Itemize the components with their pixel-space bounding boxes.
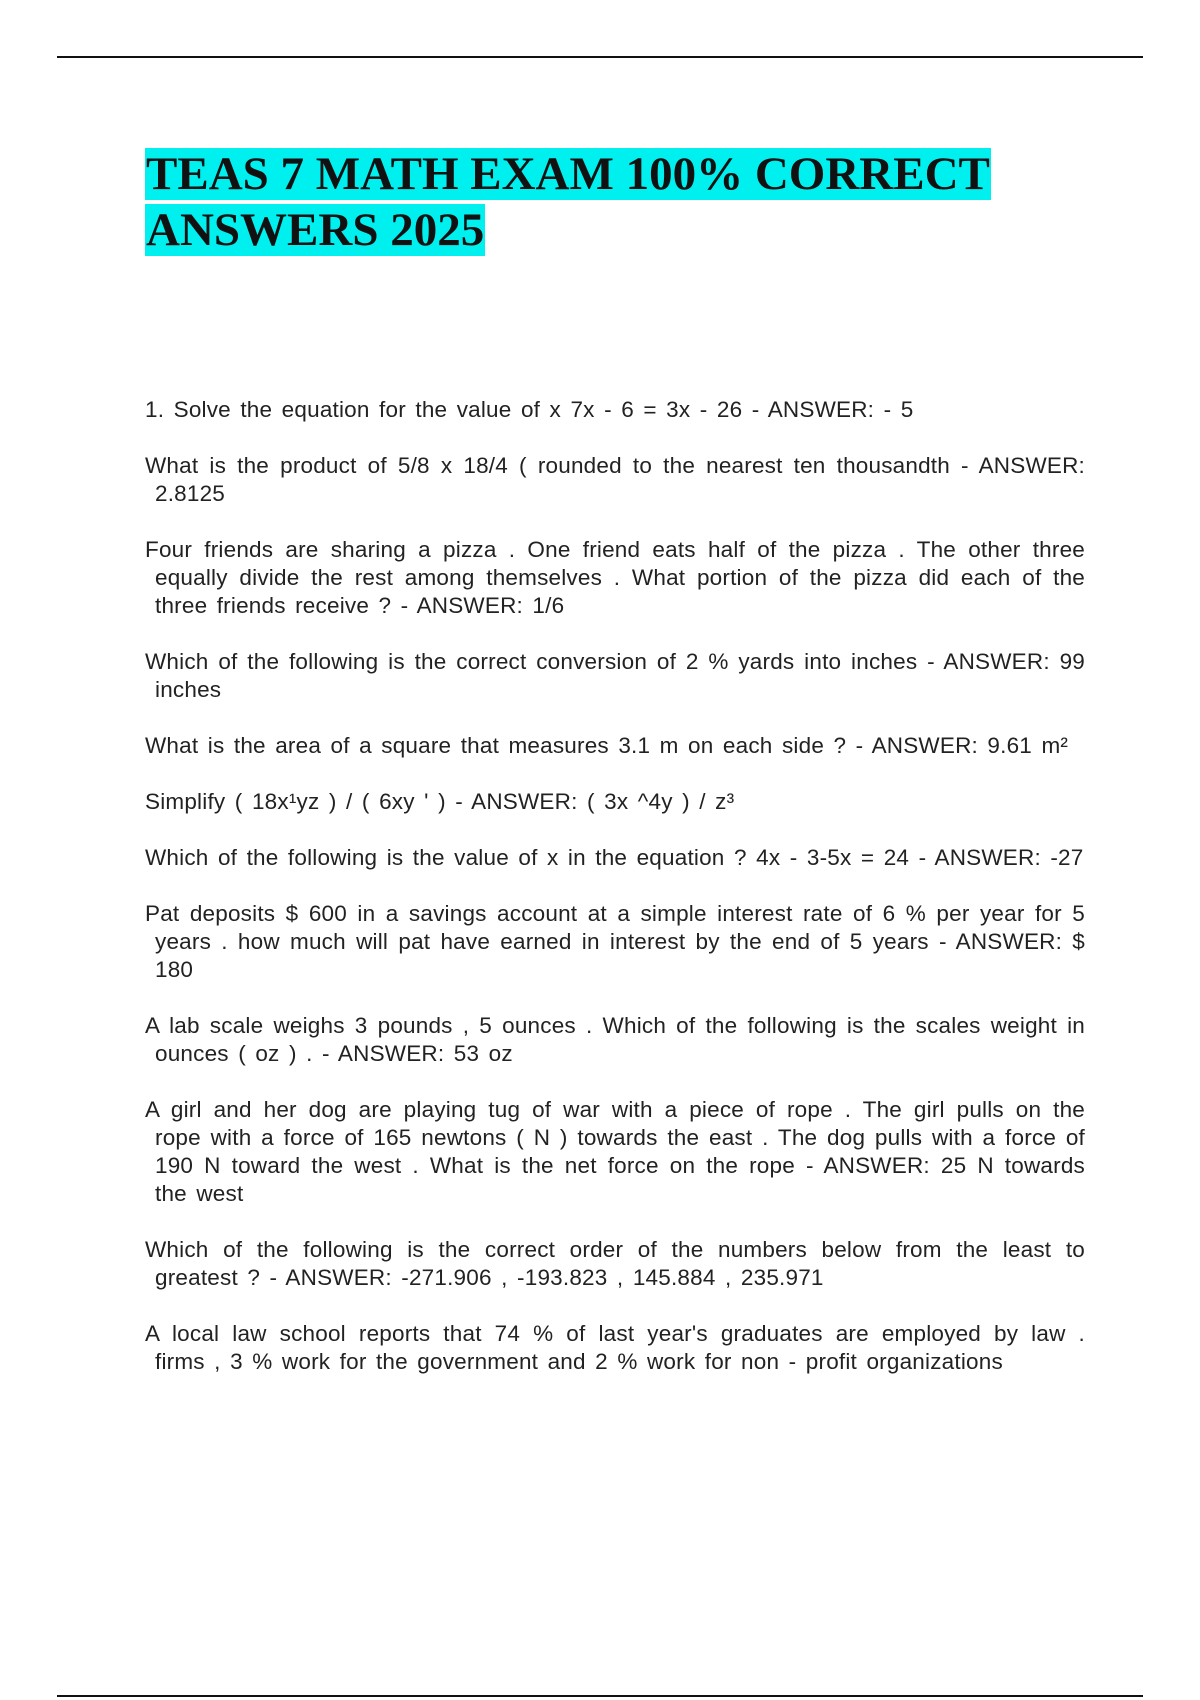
question-item: Which of the following is the correct order of the numbers below from the least to greatest ? - ANSWER: -271.906 , -193.823 , 145.884 , 235.971 [145,1237,1085,1290]
question-item: What is the product of 5/8 x 18/4 ( rounded to the nearest ten thousandth - ANSWER: 2.8125 [145,453,1085,506]
question-item: Pat deposits $ 600 in a savings account at a simple interest rate of 6 % per year for 5 years . how much will pat have earned in interest by the end of 5 years - ANSWER: $ 180 [145,901,1085,982]
top-rule [57,56,1143,58]
question-item: Which of the following is the value of x in the equation ? 4x - 3-5x = 24 - ANSWER: -27 [145,845,1084,870]
question-item: A local law school reports that 74 % of last year's graduates are employed by law . firms , 3 % work for the government and 2 % work for non - profit organizations [145,1321,1085,1374]
document-title [145,146,1045,258]
question-item: A girl and her dog are playing tug of war with a piece of rope . The girl pulls on the rope with a force of 165 newtons ( N ) towards the east . The dog pulls with a force of 190 N toward the west . What is the net force on the rope - ANSWER: 25 N towards the west [145,1097,1085,1206]
question-item: 1. Solve the equation for the value of x 7x - 6 = 3x - 26 - ANSWER: - 5 [145,397,914,422]
bottom-rule [57,1695,1143,1697]
document-title-line-1: TEAS 7 MATH EXAM 100% CORRECT [146,148,990,200]
question-item: Which of the following is the correct conversion of 2 % yards into inches - ANSWER: 99 inches [145,649,1085,702]
document-title-line-2: ANSWERS 2025 [146,204,485,256]
question-item: What is the area of a square that measures 3.1 m on each side ? - ANSWER: 9.61 m² [145,733,1069,758]
question-item: A lab scale weighs 3 pounds , 5 ounces . Which of the following is the scales weight in ounces ( oz ) . - ANSWER: 53 oz [145,1013,1085,1066]
question-item: Four friends are sharing a pizza . One friend eats half of the pizza . The other three equally divide the rest among themselves . What portion of the pizza did each of the three friends receive ? - ANSWER: 1/6 [145,537,1085,618]
question-item: Simplify ( 18x¹yz ) / ( 6xy ' ) - ANSWER: ( 3x ^4y ) / z³ [145,789,735,814]
question-list [145,396,1085,1404]
